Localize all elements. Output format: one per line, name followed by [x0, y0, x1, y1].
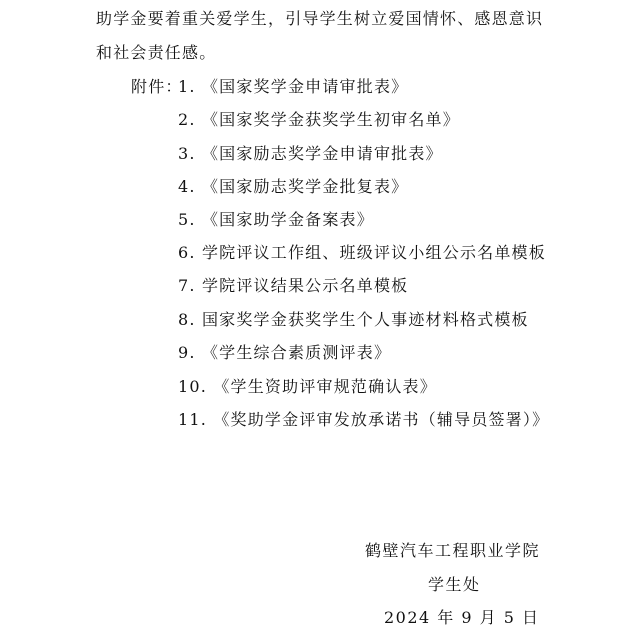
attachment-item-1: 1. 《国家奖学金申请审批表》	[178, 77, 409, 96]
body-paragraph-line-2: 和社会责任感。	[96, 43, 217, 62]
attachment-item-11: 11. 《奖助学金评审发放承诺书（辅导员签署）》	[178, 410, 550, 429]
attachment-item-9: 9. 《学生综合素质测评表》	[178, 343, 392, 362]
attachment-item-8: 8. 国家奖学金获奖学生个人事迹材料格式模板	[178, 310, 529, 329]
signature-organization: 鹤壁汽车工程职业学院	[365, 541, 541, 560]
attachment-item-3: 3. 《国家励志奖学金申请审批表》	[178, 144, 443, 163]
attachment-item-10: 10. 《学生资助评审规范确认表》	[178, 377, 437, 396]
attachment-item-5: 5. 《国家助学金备案表》	[178, 210, 374, 229]
signature-date: 2024 年 9 月 5 日	[384, 608, 540, 627]
attachment-item-6: 6. 学院评议工作组、班级评议小组公示名单模板	[178, 243, 546, 262]
body-paragraph-line-1: 助学金要着重关爱学生，引导学生树立爱国情怀、感恩意识	[96, 9, 544, 28]
attachment-item-2: 2. 《国家奖学金获奖学生初审名单》	[178, 110, 460, 129]
attachments-label: 附件：	[131, 77, 183, 96]
attachment-item-4: 4. 《国家励志奖学金批复表》	[178, 177, 409, 196]
signature-department: 学生处	[428, 575, 481, 594]
attachment-item-7: 7. 学院评议结果公示名单模板	[178, 276, 409, 295]
